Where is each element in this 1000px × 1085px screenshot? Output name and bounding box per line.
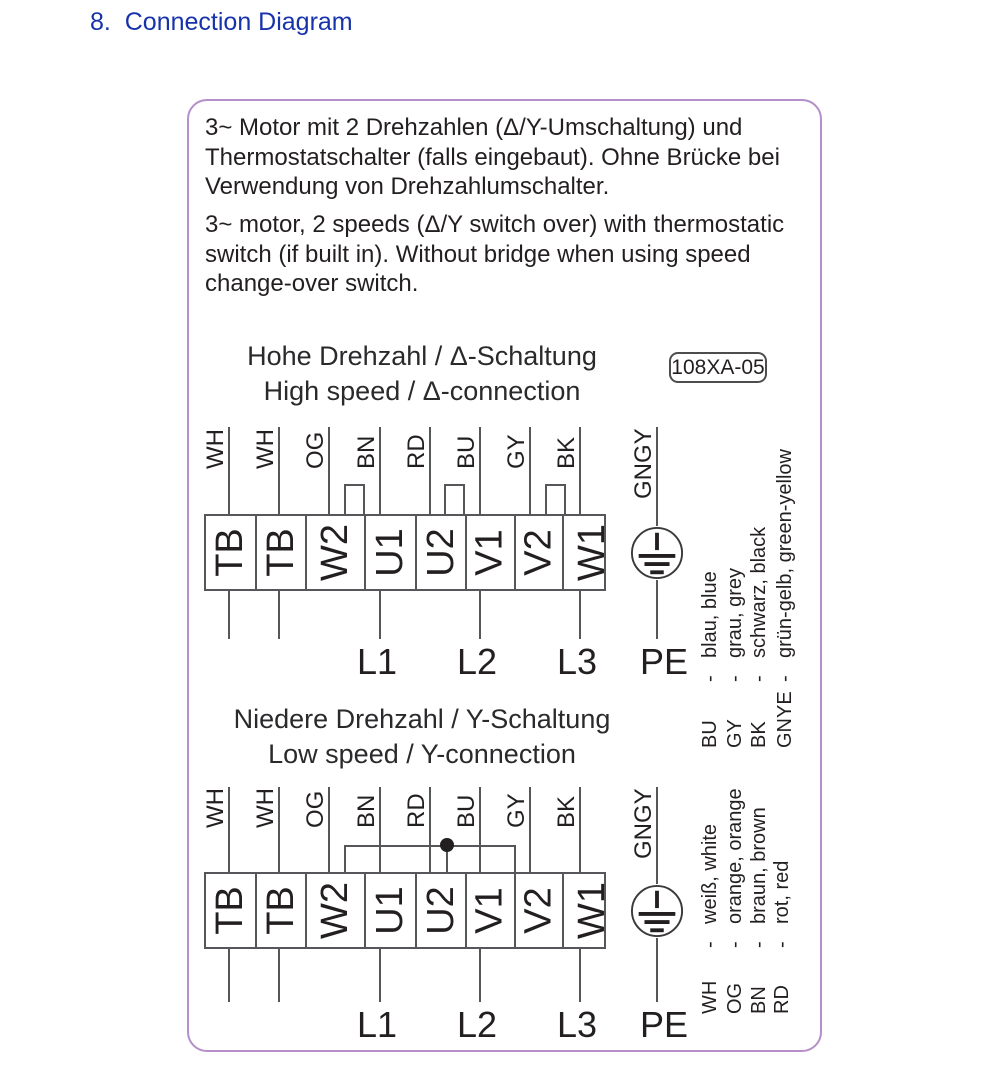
earth-wire-label: GNGY: [630, 788, 657, 859]
legend-color-name: blau, blue: [699, 571, 721, 658]
bridge-link-w2-u1: [344, 484, 365, 514]
phase-lead: [479, 949, 481, 1002]
legend-entry: [771, 861, 794, 1014]
legend-separator: -: [724, 941, 746, 948]
wire-label: BK: [553, 436, 580, 469]
legend-separator: -: [774, 675, 796, 682]
legend-separator: -: [699, 941, 721, 948]
legend-separator: -: [724, 675, 746, 682]
terminal-cell: [516, 874, 564, 947]
legend-abbr: OG: [724, 982, 746, 1014]
earth-lead: [656, 938, 658, 1002]
legend-separator: -: [699, 675, 721, 682]
legend-entry: [724, 788, 747, 1014]
terminal-label: U2: [419, 528, 462, 577]
terminal-cell: [366, 874, 417, 947]
high-speed-title-de: Hohe Drehzahl / Δ-Schaltung: [247, 341, 597, 371]
phase-label: L1: [356, 641, 398, 682]
phase-lead: [579, 949, 581, 1002]
wire-label: WH: [252, 429, 279, 469]
terminal-cell: [307, 874, 366, 947]
legend-entry: [724, 568, 747, 748]
terminal-cell: [564, 516, 621, 589]
earth-symbol: [630, 884, 684, 938]
terminal-cell: [417, 874, 468, 947]
terminal-block-low: [204, 872, 614, 949]
page-title: 8. Connection Diagram: [90, 8, 353, 36]
terminal-cell: [366, 516, 417, 589]
star-bridge-drop: [514, 845, 516, 872]
legend-color-name: schwarz, black: [748, 526, 770, 658]
legend-abbr: BK: [748, 721, 770, 748]
earth-lead: [656, 580, 658, 639]
legend-abbr: GY: [724, 719, 746, 748]
thermostat-lead: [228, 949, 230, 1002]
wire-label: BN: [353, 794, 380, 828]
low-speed-title-de: Niedere Drehzahl / Y-Schaltung: [233, 704, 611, 734]
terminal-label: V1: [469, 887, 512, 934]
terminal-cell: [206, 874, 257, 947]
low-speed-title: [229, 702, 615, 772]
model-code-badge: 108XA-05: [669, 352, 767, 383]
legend-separator: -: [748, 941, 770, 948]
star-bridge-drop: [344, 845, 346, 872]
wire-label: OG: [302, 431, 329, 469]
diagram-panel: [187, 99, 822, 1052]
legend-abbr: WH: [699, 980, 721, 1014]
terminal-label: TB: [208, 528, 251, 577]
terminal-cell: [516, 516, 564, 589]
legend-entry: [699, 571, 722, 748]
legend-abbr: GNYE: [774, 691, 796, 748]
wire-label: OG: [302, 790, 329, 828]
terminal-cell: [206, 516, 257, 589]
wire-label: GY: [503, 434, 530, 469]
legend-abbr: RD: [771, 985, 793, 1014]
star-bridge-bar: [345, 845, 516, 847]
legend-entry: [699, 824, 722, 1014]
description-english: 3~ motor, 2 speeds (Δ/Y switch over) with thermostatic switch (if built in). Without bridge when using speed change-over switch.: [205, 211, 785, 297]
terminal-block-high: [204, 514, 614, 591]
phase-label: L3: [556, 1004, 598, 1045]
phase-label: L2: [456, 641, 498, 682]
terminal-label: V1: [469, 529, 512, 576]
high-speed-title-en: High speed / Δ-connection: [263, 376, 581, 406]
phase-lead: [579, 591, 581, 639]
earth-wire-label: GNGY: [630, 428, 657, 499]
terminal-label: V2: [517, 529, 560, 576]
wire-label: WH: [252, 788, 279, 828]
thermostat-lead: [278, 949, 280, 1002]
phase-lead: [379, 591, 381, 639]
bridge-link-u2-v1: [444, 484, 465, 514]
legend-abbr: BU: [699, 720, 721, 748]
junction-node: [440, 838, 454, 852]
wire-label: RD: [403, 434, 430, 469]
legend-separator: -: [771, 941, 793, 948]
terminal-label: TB: [208, 886, 251, 935]
terminal-cell: [564, 874, 621, 947]
legend-color-name: grün-gelb, green-yellow: [774, 448, 796, 658]
wire-label: BU: [453, 794, 480, 828]
earth-label: PE: [639, 1004, 689, 1045]
wire-label: BN: [353, 435, 380, 469]
low-speed-title-en: Low speed / Y-connection: [268, 739, 576, 769]
legend-entry: [748, 527, 771, 748]
terminal-label: W2: [314, 882, 357, 939]
wire-label: BU: [453, 435, 480, 469]
phase-label: L2: [456, 1004, 498, 1045]
description-german: 3~ Motor mit 2 Drehzahlen (Δ/Y-Umschaltung) und Thermostatschalter (falls eingebaut). Ohne Brücke bei Verwendung von Drehzahlumschalter.: [205, 114, 780, 200]
terminal-cell: [257, 874, 308, 947]
legend-entry: [748, 807, 771, 1014]
legend-color-name: rot, red: [771, 860, 793, 924]
terminal-cell: [307, 516, 366, 589]
terminal-label: W1: [571, 882, 614, 939]
terminal-label: U2: [419, 886, 462, 935]
legend-color-name: weiß, white: [699, 823, 721, 924]
thermostat-lead: [228, 591, 230, 639]
legend-color-name: grau, grey: [724, 567, 746, 658]
earth-label: PE: [639, 641, 689, 682]
terminal-label: W2: [314, 524, 357, 581]
terminal-label: U1: [368, 528, 411, 577]
wire-label: WH: [202, 429, 229, 469]
legend-color-name: orange, orange: [724, 788, 746, 924]
legend-color-name: braun, brown: [748, 807, 770, 924]
phase-label: L3: [556, 641, 598, 682]
terminal-label: TB: [259, 886, 302, 935]
legend-abbr: BN: [748, 986, 770, 1014]
wire-label: RD: [403, 793, 430, 828]
thermostat-lead: [278, 591, 280, 639]
phase-lead: [379, 949, 381, 1002]
terminal-label: TB: [259, 528, 302, 577]
terminal-cell: [417, 516, 468, 589]
terminal-label: V2: [517, 887, 560, 934]
phase-lead: [479, 591, 481, 639]
bridge-link-v2-w1: [545, 484, 566, 514]
wire-label: WH: [202, 788, 229, 828]
phase-label: L1: [356, 1004, 398, 1045]
terminal-label: U1: [368, 886, 411, 935]
terminal-label: W1: [571, 524, 614, 581]
wire-label: BK: [553, 795, 580, 828]
terminal-cell: [257, 516, 308, 589]
high-speed-title: [229, 339, 615, 409]
legend-separator: -: [748, 675, 770, 682]
legend-entry: [774, 449, 797, 748]
terminal-cell: [467, 516, 515, 589]
terminal-cell: [467, 874, 515, 947]
earth-symbol: [630, 526, 684, 580]
wire-label: GY: [503, 793, 530, 828]
